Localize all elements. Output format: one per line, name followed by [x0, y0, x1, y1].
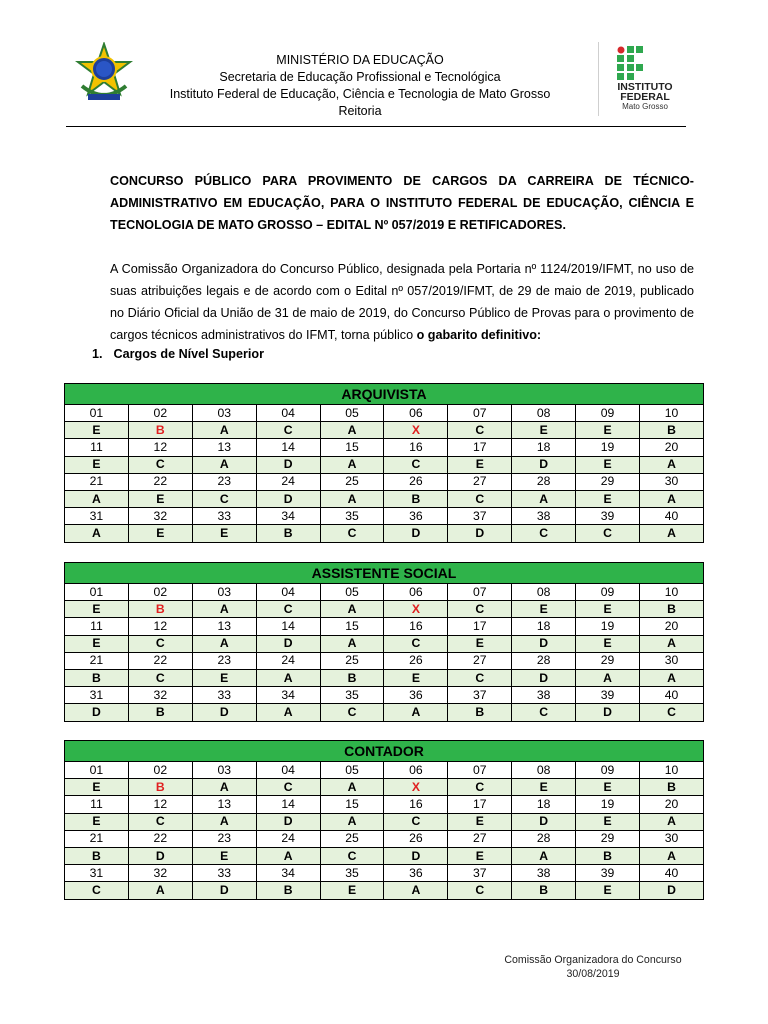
- question-number-cell: 17: [448, 439, 512, 456]
- answer-cell: C: [128, 813, 192, 830]
- answer-row: [65, 847, 704, 864]
- answer-cell: A: [576, 669, 640, 686]
- answer-cell: C: [384, 635, 448, 652]
- answer-cell: B: [128, 422, 192, 439]
- answer-cell: A: [256, 847, 320, 864]
- question-number-cell: 10: [640, 405, 704, 422]
- answer-cell: B: [65, 847, 129, 864]
- answer-cell: C: [65, 882, 129, 899]
- answer-cell: D: [256, 456, 320, 473]
- question-number-row: [65, 405, 704, 422]
- answer-cell: A: [320, 779, 384, 796]
- answer-cell: B: [128, 704, 192, 721]
- answer-cell: E: [448, 813, 512, 830]
- question-number-row: [65, 865, 704, 882]
- question-number-cell: 01: [65, 762, 129, 779]
- answer-cell: C: [128, 669, 192, 686]
- question-number-cell: 29: [576, 830, 640, 847]
- answer-row: [65, 779, 704, 796]
- answer-cell: D: [512, 813, 576, 830]
- answer-cell: E: [576, 456, 640, 473]
- question-number-cell: 27: [448, 652, 512, 669]
- answer-cell: C: [576, 525, 640, 542]
- answer-cell: B: [448, 704, 512, 721]
- question-number-cell: 29: [576, 473, 640, 490]
- answer-cell: E: [576, 490, 640, 507]
- question-number-cell: 21: [65, 830, 129, 847]
- question-number-cell: 36: [384, 508, 448, 525]
- question-number-cell: 07: [448, 405, 512, 422]
- question-number-cell: 08: [512, 405, 576, 422]
- answer-cell: E: [65, 635, 129, 652]
- answer-cell: A: [320, 813, 384, 830]
- header-divider: [66, 126, 686, 127]
- question-number-cell: 31: [65, 687, 129, 704]
- question-number-cell: 14: [256, 796, 320, 813]
- section-label: Cargos de Nível Superior: [113, 347, 264, 361]
- intro-text: A Comissão Organizadora do Concurso Público, designada pela Portaria nº 1124/2019/IFMT, no uso de suas atribuições legais e de acordo com o Edital nº 057/2019/IFMT, de 29 de maio de 2019, publicado no Diário Oficial da União de 31 de maio de 2019, do Concurso Público de Provas para o provimento de cargos técnicos administrativos do IFMT, torna público: [110, 262, 694, 342]
- answer-cell: C: [256, 422, 320, 439]
- answer-cell: E: [448, 635, 512, 652]
- footer-committee: Comissão Organizadora do Concurso: [504, 954, 682, 966]
- question-number-cell: 19: [576, 439, 640, 456]
- question-number-cell: 25: [320, 830, 384, 847]
- answer-cell: B: [576, 847, 640, 864]
- question-number-cell: 24: [256, 830, 320, 847]
- answer-cell: A: [192, 779, 256, 796]
- question-number-cell: 09: [576, 405, 640, 422]
- answer-table: [64, 562, 704, 722]
- question-number-cell: 23: [192, 652, 256, 669]
- intro-bold-tail: o gabarito definitivo:: [416, 328, 542, 342]
- answer-cell: X: [384, 779, 448, 796]
- question-number-cell: 22: [128, 652, 192, 669]
- answer-row: [65, 601, 704, 618]
- answer-cell: D: [576, 704, 640, 721]
- question-number-cell: 26: [384, 830, 448, 847]
- question-number-cell: 03: [192, 762, 256, 779]
- question-number-cell: 10: [640, 584, 704, 601]
- position-title: CONTADOR: [65, 741, 704, 762]
- question-number-cell: 13: [192, 796, 256, 813]
- question-number-cell: 27: [448, 473, 512, 490]
- question-number-cell: 39: [576, 865, 640, 882]
- answer-cell: D: [256, 490, 320, 507]
- answer-cell: D: [65, 704, 129, 721]
- answer-cell: C: [320, 704, 384, 721]
- question-number-cell: 10: [640, 762, 704, 779]
- intro-paragraph: [110, 258, 694, 346]
- answer-cell: A: [640, 490, 704, 507]
- question-number-cell: 19: [576, 618, 640, 635]
- question-number-cell: 40: [640, 508, 704, 525]
- question-number-row: [65, 762, 704, 779]
- question-number-cell: 25: [320, 652, 384, 669]
- answer-cell: C: [512, 704, 576, 721]
- question-number-cell: 32: [128, 865, 192, 882]
- ifmt-logo: [598, 42, 687, 116]
- question-number-cell: 24: [256, 473, 320, 490]
- answer-cell: E: [384, 669, 448, 686]
- answer-cell: A: [320, 422, 384, 439]
- answer-cell: A: [640, 669, 704, 686]
- answer-cell: E: [192, 847, 256, 864]
- question-number-cell: 08: [512, 762, 576, 779]
- question-number-cell: 14: [256, 618, 320, 635]
- institute-name: Instituto Federal de Educação, Ciência e Tecnologia de Mato Grosso: [169, 87, 551, 101]
- question-number-cell: 37: [448, 687, 512, 704]
- answer-cell: A: [384, 704, 448, 721]
- answer-cell: D: [384, 525, 448, 542]
- answer-cell: D: [448, 525, 512, 542]
- question-number-cell: 29: [576, 652, 640, 669]
- answer-cell: E: [65, 456, 129, 473]
- question-number-cell: 22: [128, 830, 192, 847]
- answer-cell: C: [384, 813, 448, 830]
- answer-cell: B: [640, 422, 704, 439]
- logo-text-line1: INSTITUTO: [617, 81, 673, 93]
- question-number-cell: 18: [512, 618, 576, 635]
- answer-cell: D: [640, 882, 704, 899]
- question-number-cell: 14: [256, 439, 320, 456]
- question-number-cell: 16: [384, 796, 448, 813]
- answer-cell: A: [640, 525, 704, 542]
- question-number-cell: 38: [512, 687, 576, 704]
- question-number-cell: 08: [512, 584, 576, 601]
- answer-row: [65, 525, 704, 542]
- question-number-cell: 30: [640, 473, 704, 490]
- brazil-coat-of-arms-logo: [74, 42, 134, 104]
- answer-cell: C: [192, 490, 256, 507]
- question-number-cell: 38: [512, 508, 576, 525]
- answer-cell: D: [512, 456, 576, 473]
- question-number-cell: 32: [128, 687, 192, 704]
- question-number-cell: 39: [576, 508, 640, 525]
- question-number-row: [65, 439, 704, 456]
- answer-cell: B: [128, 779, 192, 796]
- question-number-cell: 07: [448, 584, 512, 601]
- section-number: 1.: [92, 347, 103, 361]
- answer-cell: C: [448, 490, 512, 507]
- question-number-cell: 12: [128, 439, 192, 456]
- question-number-row: [65, 584, 704, 601]
- question-number-cell: 39: [576, 687, 640, 704]
- question-number-cell: 15: [320, 796, 384, 813]
- question-number-row: [65, 687, 704, 704]
- question-number-cell: 26: [384, 652, 448, 669]
- question-number-cell: 04: [256, 584, 320, 601]
- answer-row: [65, 456, 704, 473]
- answer-row: [65, 422, 704, 439]
- answer-cell: C: [512, 525, 576, 542]
- question-number-cell: 03: [192, 405, 256, 422]
- answer-cell: A: [65, 490, 129, 507]
- question-number-cell: 18: [512, 439, 576, 456]
- answer-cell: E: [576, 813, 640, 830]
- question-number-cell: 11: [65, 439, 129, 456]
- question-number-cell: 31: [65, 865, 129, 882]
- answer-cell: A: [640, 813, 704, 830]
- question-number-cell: 15: [320, 618, 384, 635]
- answer-cell: E: [576, 422, 640, 439]
- question-number-cell: 30: [640, 652, 704, 669]
- answer-cell: A: [384, 882, 448, 899]
- answer-cell: A: [192, 422, 256, 439]
- question-number-row: [65, 508, 704, 525]
- answer-cell: C: [448, 779, 512, 796]
- question-number-cell: 02: [128, 405, 192, 422]
- question-number-cell: 24: [256, 652, 320, 669]
- answer-cell: B: [65, 669, 129, 686]
- answer-cell: E: [448, 847, 512, 864]
- question-number-cell: 20: [640, 439, 704, 456]
- answer-row: [65, 490, 704, 507]
- answer-cell: A: [640, 635, 704, 652]
- answer-cell: E: [576, 779, 640, 796]
- question-number-cell: 34: [256, 865, 320, 882]
- question-number-cell: 40: [640, 865, 704, 882]
- answer-cell: D: [256, 813, 320, 830]
- question-number-cell: 16: [384, 618, 448, 635]
- question-number-row: [65, 796, 704, 813]
- answer-cell: E: [320, 882, 384, 899]
- answer-cell: A: [640, 847, 704, 864]
- answer-cell: C: [448, 669, 512, 686]
- section-heading: [92, 347, 264, 361]
- question-number-cell: 03: [192, 584, 256, 601]
- answer-cell: D: [512, 635, 576, 652]
- answer-cell: C: [640, 704, 704, 721]
- question-number-cell: 31: [65, 508, 129, 525]
- question-number-cell: 32: [128, 508, 192, 525]
- answer-cell: C: [448, 601, 512, 618]
- answer-cell: A: [192, 601, 256, 618]
- question-number-cell: 15: [320, 439, 384, 456]
- answer-cell: E: [512, 779, 576, 796]
- question-number-cell: 16: [384, 439, 448, 456]
- answer-table: [64, 740, 704, 900]
- answer-cell: D: [256, 635, 320, 652]
- question-number-cell: 05: [320, 762, 384, 779]
- question-number-cell: 38: [512, 865, 576, 882]
- question-number-cell: 02: [128, 584, 192, 601]
- question-number-cell: 12: [128, 796, 192, 813]
- answer-cell: C: [448, 422, 512, 439]
- question-number-cell: 01: [65, 584, 129, 601]
- question-number-cell: 37: [448, 865, 512, 882]
- logo-text: [605, 82, 685, 102]
- question-number-cell: 34: [256, 687, 320, 704]
- answer-cell: E: [192, 525, 256, 542]
- answer-cell: E: [128, 525, 192, 542]
- answer-cell: B: [512, 882, 576, 899]
- question-number-cell: 04: [256, 762, 320, 779]
- answer-cell: A: [128, 882, 192, 899]
- table-header-row: [65, 741, 704, 762]
- answer-cell: A: [65, 525, 129, 542]
- question-number-cell: 23: [192, 830, 256, 847]
- answer-cell: E: [448, 456, 512, 473]
- answer-cell: B: [256, 882, 320, 899]
- answer-cell: X: [384, 601, 448, 618]
- answer-cell: C: [256, 779, 320, 796]
- header-text-block: [150, 52, 570, 120]
- answer-cell: C: [128, 635, 192, 652]
- question-number-cell: 25: [320, 473, 384, 490]
- answer-cell: E: [128, 490, 192, 507]
- question-number-cell: 28: [512, 652, 576, 669]
- answer-cell: E: [192, 669, 256, 686]
- question-number-cell: 02: [128, 762, 192, 779]
- question-number-cell: 19: [576, 796, 640, 813]
- question-number-cell: 20: [640, 796, 704, 813]
- answer-cell: D: [192, 704, 256, 721]
- answer-cell: E: [576, 882, 640, 899]
- question-number-row: [65, 618, 704, 635]
- question-number-cell: 30: [640, 830, 704, 847]
- question-number-cell: 18: [512, 796, 576, 813]
- answer-cell: A: [320, 490, 384, 507]
- question-number-cell: 21: [65, 652, 129, 669]
- table-header-row: [65, 563, 704, 584]
- question-number-cell: 21: [65, 473, 129, 490]
- answer-cell: A: [320, 635, 384, 652]
- question-number-cell: 33: [192, 508, 256, 525]
- answer-cell: B: [640, 601, 704, 618]
- question-number-cell: 06: [384, 405, 448, 422]
- answer-cell: E: [512, 422, 576, 439]
- question-number-cell: 26: [384, 473, 448, 490]
- question-number-row: [65, 830, 704, 847]
- answer-cell: C: [448, 882, 512, 899]
- question-number-cell: 12: [128, 618, 192, 635]
- question-number-cell: 06: [384, 762, 448, 779]
- question-number-cell: 01: [65, 405, 129, 422]
- secretariat-name: Secretaria de Educação Profissional e Tecnológica: [219, 70, 501, 84]
- answer-cell: D: [128, 847, 192, 864]
- position-title: ASSISTENTE SOCIAL: [65, 563, 704, 584]
- answer-cell: E: [65, 813, 129, 830]
- logo-subtext: Mato Grosso: [622, 102, 668, 111]
- footer-date: 30/08/2019: [566, 968, 620, 980]
- answer-row: [65, 813, 704, 830]
- answer-cell: A: [192, 813, 256, 830]
- question-number-cell: 09: [576, 762, 640, 779]
- answer-row: [65, 882, 704, 899]
- question-number-cell: 17: [448, 618, 512, 635]
- answer-cell: E: [576, 635, 640, 652]
- answer-cell: A: [512, 490, 576, 507]
- answer-cell: E: [512, 601, 576, 618]
- answer-cell: A: [320, 601, 384, 618]
- answer-row: [65, 704, 704, 721]
- answer-cell: C: [384, 456, 448, 473]
- answer-cell: B: [320, 669, 384, 686]
- question-number-cell: 27: [448, 830, 512, 847]
- answer-cell: A: [256, 704, 320, 721]
- question-number-row: [65, 473, 704, 490]
- logo-text-line2: FEDERAL: [620, 91, 670, 103]
- question-number-cell: 06: [384, 584, 448, 601]
- answer-cell: B: [384, 490, 448, 507]
- answer-cell: A: [512, 847, 576, 864]
- question-number-cell: 13: [192, 618, 256, 635]
- question-number-cell: 09: [576, 584, 640, 601]
- question-number-cell: 13: [192, 439, 256, 456]
- answer-cell: D: [512, 669, 576, 686]
- table-header-row: [65, 384, 704, 405]
- question-number-row: [65, 652, 704, 669]
- document-title: CONCURSO PÚBLICO PARA PROVIMENTO DE CARGOS DA CARREIRA DE TÉCNICO-ADMINISTRATIVO EM EDUCAÇÃO, PARA O INSTITUTO FEDERAL DE EDUCAÇÃO, CIÊNCIA E TECNOLOGIA DE MATO GROSSO – EDITAL Nº 057/2019 E RETIFICADORES.: [110, 174, 694, 232]
- answer-cell: E: [65, 601, 129, 618]
- page-footer: [470, 953, 716, 981]
- answer-cell: B: [640, 779, 704, 796]
- unit-name: Reitoria: [338, 104, 382, 118]
- answer-cell: X: [384, 422, 448, 439]
- question-number-cell: 33: [192, 865, 256, 882]
- question-number-cell: 36: [384, 687, 448, 704]
- question-number-cell: 35: [320, 508, 384, 525]
- answer-cell: C: [256, 601, 320, 618]
- question-number-cell: 17: [448, 796, 512, 813]
- question-number-cell: 36: [384, 865, 448, 882]
- question-number-cell: 35: [320, 687, 384, 704]
- answer-cell: A: [192, 635, 256, 652]
- question-number-cell: 28: [512, 830, 576, 847]
- question-number-cell: 33: [192, 687, 256, 704]
- answer-cell: E: [65, 779, 129, 796]
- question-number-cell: 35: [320, 865, 384, 882]
- question-number-cell: 28: [512, 473, 576, 490]
- question-number-cell: 11: [65, 618, 129, 635]
- answer-table: [64, 383, 704, 543]
- answer-cell: B: [128, 601, 192, 618]
- answer-row: [65, 635, 704, 652]
- answer-cell: C: [320, 525, 384, 542]
- page-header: [0, 0, 768, 130]
- answer-cell: A: [256, 669, 320, 686]
- ministry-name: MINISTÉRIO DA EDUCAÇÃO: [276, 53, 444, 67]
- question-number-cell: 37: [448, 508, 512, 525]
- question-number-cell: 22: [128, 473, 192, 490]
- question-number-cell: 04: [256, 405, 320, 422]
- question-number-cell: 40: [640, 687, 704, 704]
- question-number-cell: 20: [640, 618, 704, 635]
- answer-cell: A: [320, 456, 384, 473]
- answer-cell: A: [192, 456, 256, 473]
- answer-cell: D: [192, 882, 256, 899]
- answer-cell: B: [256, 525, 320, 542]
- question-number-cell: 05: [320, 584, 384, 601]
- question-number-cell: 11: [65, 796, 129, 813]
- answer-cell: C: [128, 456, 192, 473]
- question-number-cell: 23: [192, 473, 256, 490]
- answer-cell: E: [65, 422, 129, 439]
- answer-row: [65, 669, 704, 686]
- ifmt-logo-squares-icon: [617, 46, 647, 80]
- question-number-cell: 34: [256, 508, 320, 525]
- answer-cell: D: [384, 847, 448, 864]
- answer-cell: A: [640, 456, 704, 473]
- answer-cell: C: [320, 847, 384, 864]
- question-number-cell: 07: [448, 762, 512, 779]
- position-title: ARQUIVISTA: [65, 384, 704, 405]
- answer-cell: E: [576, 601, 640, 618]
- question-number-cell: 05: [320, 405, 384, 422]
